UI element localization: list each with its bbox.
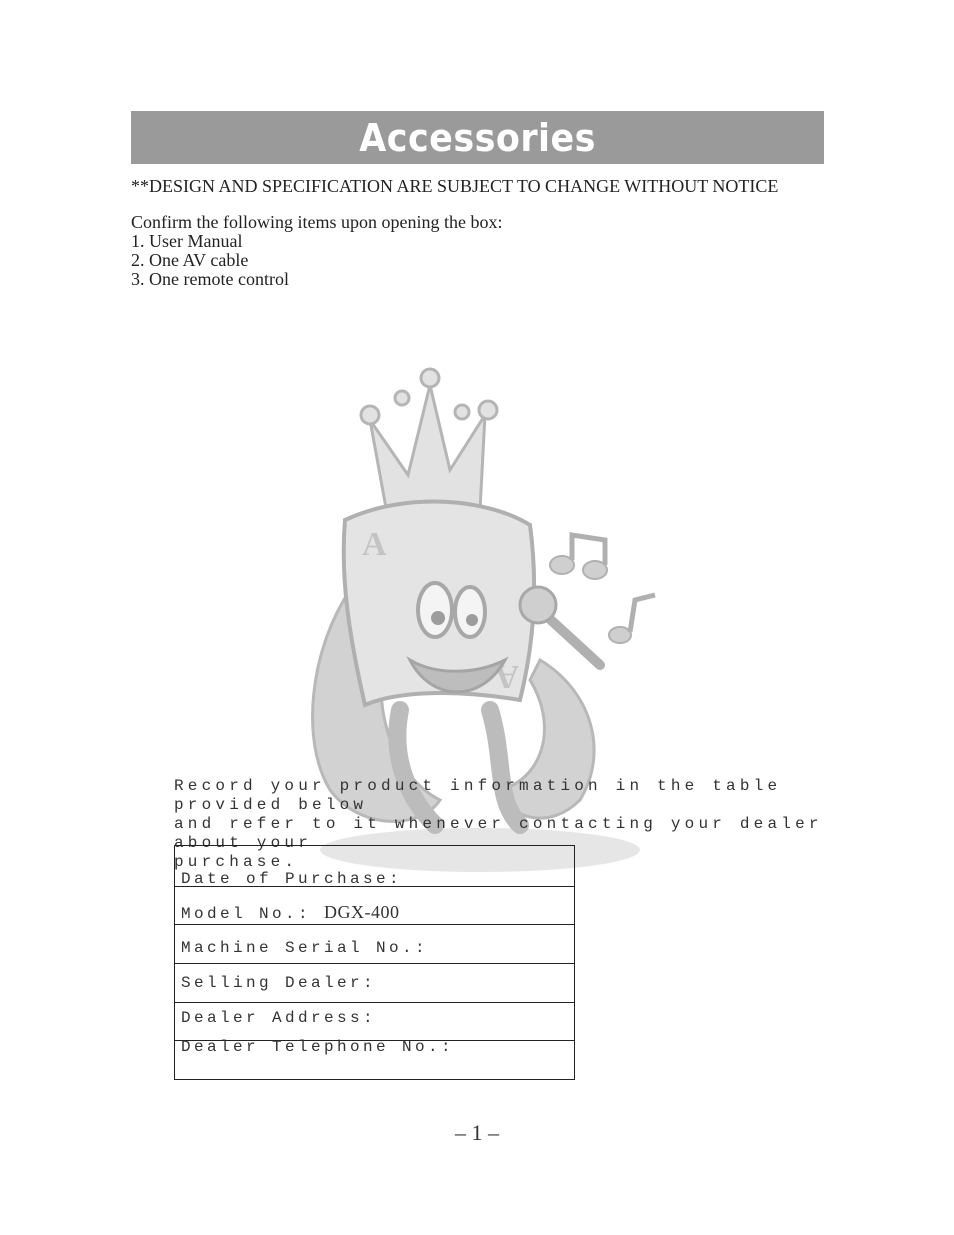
accessories-list bbox=[131, 232, 502, 289]
model-number-value: DGX-400 bbox=[324, 902, 400, 922]
record-line: Record your product information in the table provided below bbox=[174, 777, 782, 814]
accessories-intro bbox=[131, 213, 502, 289]
row-label: Date of Purchase: bbox=[181, 870, 403, 888]
row-label: Dealer Address: bbox=[181, 1009, 377, 1027]
row-label bbox=[181, 902, 400, 923]
table-row-model-no[interactable] bbox=[175, 886, 574, 925]
table-row-date-of-purchase[interactable] bbox=[175, 846, 574, 887]
row-label: Selling Dealer: bbox=[181, 974, 377, 992]
table-row-dealer-telephone[interactable] bbox=[175, 1040, 574, 1078]
page-title: Accessories bbox=[359, 115, 596, 160]
table-row-selling-dealer[interactable] bbox=[175, 963, 574, 1003]
mascot-pupil-left bbox=[431, 611, 445, 625]
list-item: 3. One remote control bbox=[131, 269, 289, 289]
row-label-text: Model No.: bbox=[181, 905, 325, 923]
mascot-card-letter-bottom: A bbox=[494, 658, 519, 695]
row-label: Machine Serial No.: bbox=[181, 939, 429, 957]
intro-heading: Confirm the following items upon opening the box: bbox=[131, 212, 503, 232]
record-line: and refer to it whenever contacting your dealer about your bbox=[174, 815, 823, 852]
page-number: – 1 – bbox=[455, 1120, 499, 1145]
table-row-machine-serial-no[interactable] bbox=[175, 924, 574, 964]
table-row-dealer-address[interactable] bbox=[175, 1002, 574, 1041]
mascot-card-letter-top: A bbox=[362, 526, 387, 563]
design-notice: **DESIGN AND SPECIFICATION ARE SUBJECT TO CHANGE WITHOUT NOTICE bbox=[131, 176, 779, 196]
header-banner bbox=[131, 111, 824, 164]
product-info-table bbox=[174, 845, 575, 1080]
record-line: purchase. bbox=[174, 853, 299, 871]
row-label: Dealer Telephone No.: bbox=[181, 1038, 455, 1056]
list-item: 1. User Manual bbox=[131, 231, 243, 251]
list-item: 2. One AV cable bbox=[131, 250, 249, 270]
mascot-pupil-right bbox=[466, 614, 478, 626]
music-note-icon bbox=[550, 535, 655, 643]
